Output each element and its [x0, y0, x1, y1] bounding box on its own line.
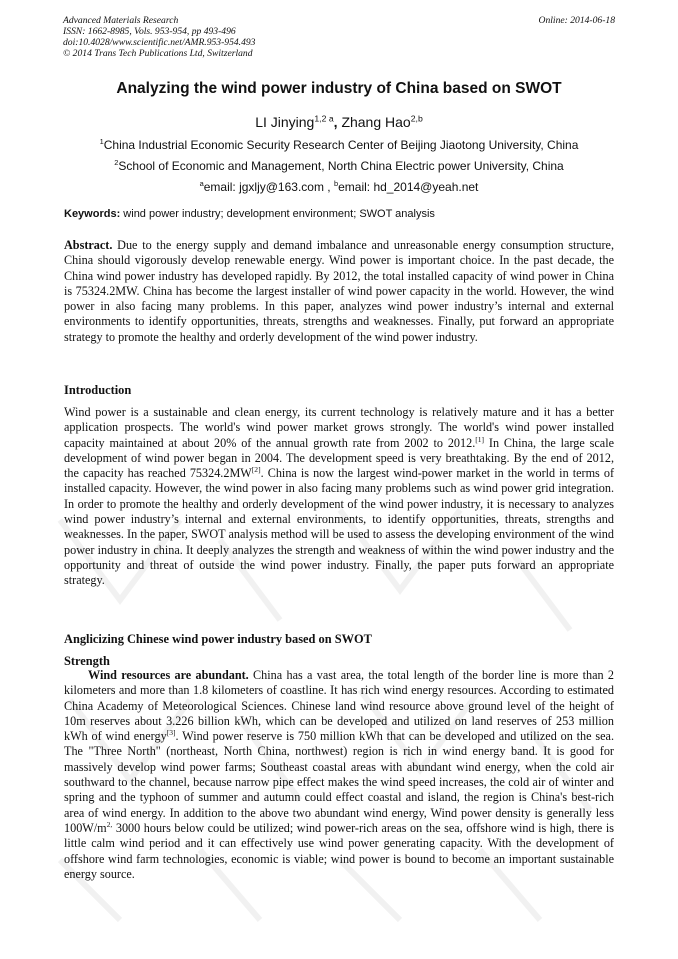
citation-1: [1] — [475, 434, 485, 444]
intro-text-1: Wind power is a sustainable and clean energy, its current technology is relatively mature and it has a better application prospects. The world's wind power market grows strongly. The world's wind power installed capacity maintained at about 20% of the annual growth rate from 2002 to 2012. — [64, 405, 614, 450]
journal-name: Advanced Materials Research — [63, 15, 179, 26]
keywords — [64, 208, 614, 220]
author-2: Zhang Hao — [341, 114, 411, 130]
abstract-label: Abstract. — [64, 238, 113, 252]
author-1-affiliation-mark: 1,2 a — [314, 113, 334, 124]
introduction-heading: Introduction — [64, 383, 132, 397]
intro-text-3: . China is now the largest wind-power market in the world in terms of installed capacity. However, the wind power in also facing many problems such as wind power grid integration. In order to promote the healthy and orderly development of the wind power industry, it is necessary to analyzes wind power industry’s internal and external environments, to identify opportunities, threats, strengths and weaknesses. In the paper, SWOT analysis method will be used to assess the developing environment of the wind power industry in china. It deeply analyzes the strength and weakness of within the wind power industry and the opportunity and threat of outside the wind power industry. Finally, the paper puts forward an appropriate strategy. — [64, 466, 614, 588]
journal-header — [63, 15, 615, 59]
strength-subheading: Strength — [64, 654, 110, 668]
online-date: Online: 2014-06-18 — [538, 15, 615, 26]
email-a-mark: a — [199, 179, 204, 188]
keywords-label: Keywords: — [64, 208, 121, 220]
citation-3: [3] — [166, 728, 176, 738]
strength-lead: Wind resources are abundant. — [88, 668, 249, 682]
citation-2: [2] — [251, 465, 261, 475]
strength-text-2: . Wind power reserve is 750 million kWh that can be developed and utilized on the sea. The "Three North" (northeast, North China, northwest) region is rich in wind energy band. It is good for massively develop wind power farms; Southeast coastal areas with abundant wind energy, when the cold air southward to the channel, because narrow pipe effect makes the wind speed increases, the cold air of winter and spring and the typhoon of summer and autumn could effect coastal and island, the region is China's best-rich area of wind energy. In addition to the above two abundant wind energy, Wind power density is generally less 100W/m — [64, 729, 615, 835]
copyright-line: © 2014 Trans Tech Publications Ltd, Switzerland — [63, 48, 253, 59]
swot-section-heading: Anglicizing Chinese wind power industry based on SWOT — [64, 632, 372, 646]
affiliation-1-mark: 1 — [99, 137, 104, 146]
issn-line: ISSN: 1662-8985, Vols. 953-954, pp 493-496 — [63, 26, 236, 37]
doi-line: doi:10.4028/www.scientific.net/AMR.953-954.493 — [63, 37, 256, 48]
email-line — [0, 180, 678, 194]
abstract-text: Due to the energy supply and demand imbalance and unreasonable energy consumption structure, China should vigorously develop renewable energy. Wind power is important choice. In the past decade, the China wind power industry has developed rapidly. By 2012, the total installed capacity of wind power in China is 75324.2MW. China has become the largest installer of wind power capacity in the world. However, the wind power in also facing many problems. In this paper, analyzes wind power industry’s internal and external environments to identify opportunities, threats, strengths and weaknesses. Finally, put forward an appropriate strategy to promote the healthy and orderly development of the wind power industry. — [64, 238, 614, 344]
introduction-paragraph — [64, 405, 614, 589]
author-line — [0, 114, 678, 130]
strength-paragraph — [64, 668, 614, 882]
author-1: LI Jinying — [255, 114, 315, 130]
strength-text-3: 3000 hours below could be utilized; wind power-rich areas on the sea, offshore wind is high, there is little calm wind period and it can effectively use wind power generating capacity. With the development of offshore wind farm technologies, economic is viable; wind power is bound to become an important sustainable energy source. — [64, 820, 614, 881]
unit-superscript: 2, — [106, 819, 113, 829]
author-2-affiliation-mark: 2,b — [410, 113, 423, 124]
email-b-mark: b — [333, 179, 339, 188]
affiliation-1 — [0, 138, 678, 152]
author-separator: , — [333, 114, 342, 130]
paper-title: Analyzing the wind power industry of China based on SWOT — [116, 80, 562, 97]
keywords-text: wind power industry; development environment; SWOT analysis — [120, 208, 435, 220]
affiliation-2-mark: 2 — [114, 158, 119, 167]
affiliation-1-text: China Industrial Economic Security Research Center of Beijing Jiaotong University, China — [103, 138, 579, 152]
strength-text-1: China has a vast area, the total length of the border line is more than 2 kilometers and more than 1.8 kilometers of coastline. It has rich wind energy resources. According to estimated China Academy of Meteorological Sciences. Chinese land wind resource above ground level of the height of 10m reserves about 3.226 billion kWh, which can be developed and utilized on land reserves of 253 million kWh of wind energy — [64, 668, 614, 744]
email-b: email: hd_2014@yeah.net — [338, 180, 479, 194]
intro-text-2: In China, the large scale development of wind power began in 2004. The development speed is very breathtaking. By the end of 2012, the capacity has reached 75324.2MW — [64, 435, 614, 481]
abstract — [64, 238, 614, 345]
affiliation-2 — [0, 159, 678, 173]
email-a: email: jgxljy@163.com , — [203, 180, 334, 194]
affiliation-2-text: School of Economic and Management, North China Electric power University, China — [118, 159, 564, 173]
